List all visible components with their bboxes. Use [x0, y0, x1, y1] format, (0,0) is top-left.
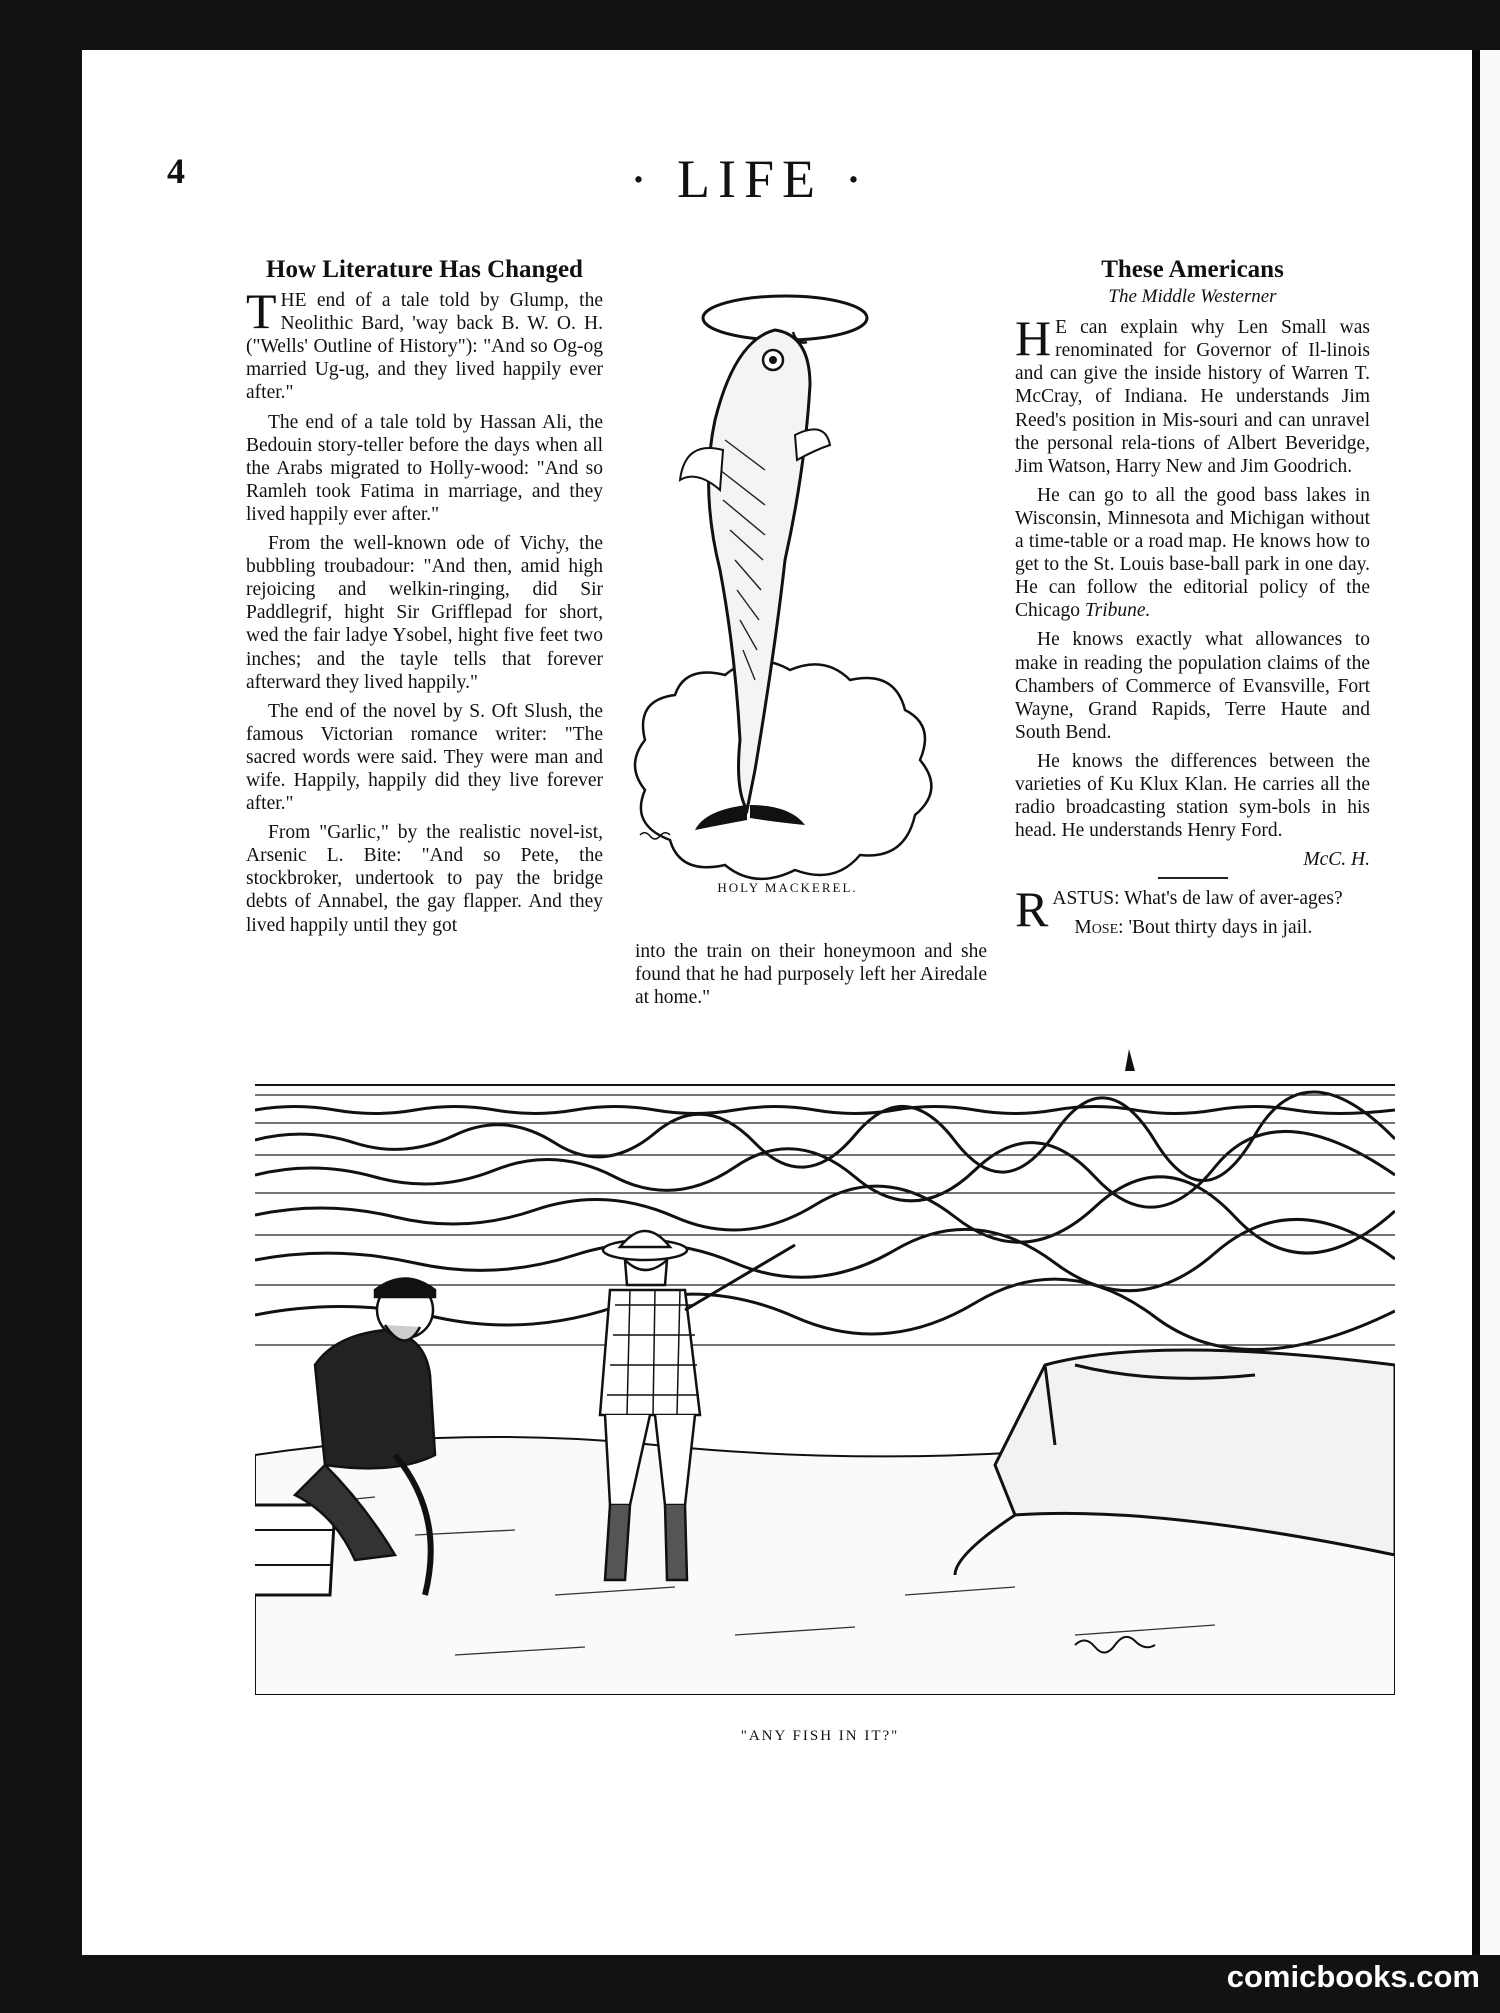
- left-article-title: How Literature Has Changed: [266, 256, 583, 283]
- comicbooks-watermark: comicbooks.com: [1226, 1959, 1480, 1994]
- right-article-paragraph: He knows exactly what allowances to make in reading the population claims of the Chambers of Commerce of Evansville, Fort Wayne, Grand Rapids, Terre Haute and South Bend.: [1015, 629, 1370, 743]
- bucket: [255, 1505, 335, 1595]
- fish-tail: [695, 805, 747, 830]
- right-article-title: These Americans: [1101, 256, 1284, 283]
- left-article-paragraph: From the well-known ode of Vichy, the bubbling troubadour: "And then, amid high rejoicing and welkin-ringing, did Sir Paddlegrif, hight Sir Grifflepad for short, wed the fair ladye Ysobel, hight five feet two inches; and the tayle tells that forever afterward they lived happily.": [246, 533, 603, 693]
- facing-page-edge: [1472, 50, 1500, 1955]
- page-number: 4: [167, 151, 185, 191]
- left-article-paragraph: From "Garlic," by the realistic novel-ist, Arsenic L. Bite: "And so Pete, the stockbroker, undertook to pay the bridge debts of Annabel, the gay flapper. And they lived happily until they got: [246, 822, 603, 936]
- masthead: · LIFE ·: [629, 149, 871, 209]
- right-article: [1015, 258, 1370, 946]
- right-article-paragraph: He knows the differences between the varieties of Ku Klux Klan. He carries all the radio broadcasting station sym-bols in his head. He understands Henry Ford.: [1015, 750, 1370, 842]
- holy-mackerel-illustration: [625, 270, 950, 890]
- left-article-paragraph: The end of the novel by S. Oft Slush, the famous Victorian romance writer: "The sacred words were said. They were man and wife. Happily, happily did they live forever after.": [246, 700, 603, 815]
- holy-mackerel-caption: HOLY MACKEREL.: [717, 880, 858, 895]
- separator-rule: [1158, 877, 1228, 879]
- cloud: [635, 661, 931, 879]
- center-continuation: into the train on their honeymoon and she found that he had purposely left her Airedale at home.": [635, 941, 987, 1009]
- right-article-subtitle: The Middle Westerner: [1108, 286, 1277, 308]
- right-article-paragraph: He can go to all the good bass lakes in Wisconsin, Minnesota and Michigan without a time-table or a road map. He knows how to get to the St. Louis base-ball park in one day. He can follow the editorial policy of the Chicago Tribune.: [1015, 484, 1370, 622]
- joke-answer: Mose: 'Bout thirty days in jail.: [1074, 917, 1313, 939]
- distant-boat: [1125, 1049, 1135, 1071]
- fish-body: [709, 330, 810, 810]
- author-signature: McC. H.: [1303, 849, 1370, 871]
- joke-question: RASTUS: What's de law of aver-ages?: [1015, 881, 1343, 938]
- right-article-paragraph: H E can explain why Len Small was renominated for Governor of Il-linois and can give the inside history of Warren T. McCray, of Indiana. He understands Jim Reed's position in Mis-souri and can unravel the personal rela-tions of Albert Beveridge, Jim Watson, Harry New and Jim Goodrich.: [1015, 310, 1370, 477]
- drop-cap: R: [1015, 881, 1049, 938]
- drop-cap: H: [1015, 310, 1052, 367]
- fish-fin: [680, 448, 723, 490]
- left-article-paragraph: The end of a tale told by Hassan Ali, the Bedouin story-teller before the days when all the Arabs migrated to Holly-wood: "And so Ramleh took Fatima in marriage, and they lived happily ever after.": [246, 411, 603, 525]
- left-article: [246, 258, 603, 943]
- beach-illustration-caption: "ANY FISH IN IT?": [740, 1728, 900, 1744]
- drop-cap: T: [246, 283, 277, 340]
- beach-fishing-illustration: [255, 1035, 1395, 1695]
- left-article-paragraph: THE end of a tale told by Glump, the Neolithic Bard, 'way back B. W. O. H. ("Wells' Outline of History"): "And so Og-og married Ug-ug, and they lived happily ever after.": [246, 283, 603, 404]
